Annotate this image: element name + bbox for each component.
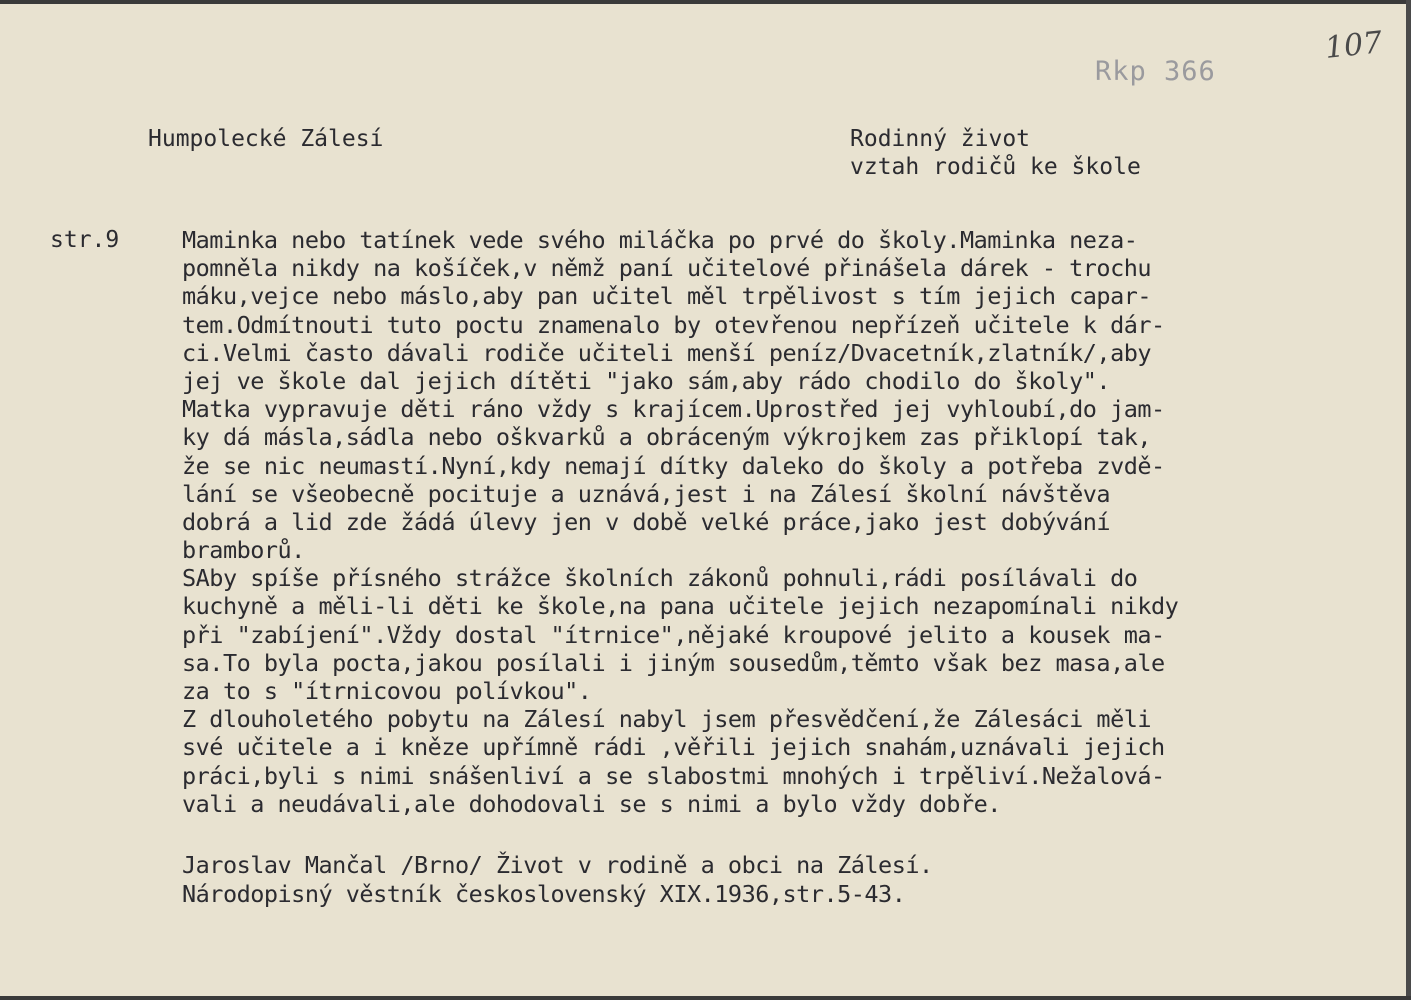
- body-line: že se nic neumastí.Nyní,kdy nemají dítky daleko do školy a potřeba zvdě-: [182, 451, 1165, 480]
- body-line: jej ve škole dal jejich dítěti "jako sám,aby rádo chodilo do školy".: [182, 366, 1111, 395]
- scan-edge-top: [0, 0, 1411, 4]
- body-line: ky dá másla,sádla nebo oškvarků a obráceným výkrojkem zas přiklopí tak,: [182, 423, 1152, 452]
- body-line: tem.Odmítnouti tuto poctu znamenalo by otevřenou nepřízeň učitele k dár-: [182, 310, 1165, 339]
- body-line: své učitele a i kněze upřímně rádi ,věřili jejich snahám,uznávali jejich: [182, 733, 1165, 762]
- body-line: lání se všeobecně pocituje a uznává,jest i na Zálesí školní návštěva: [182, 479, 1111, 508]
- body-line: dobrá a lid zde žádá úlevy jen v době velké práce,jako jest dobývání: [182, 507, 1111, 536]
- body-line: bramborů.: [182, 536, 305, 565]
- body-line: máku,vejce nebo máslo,aby pan učitel měl trpělivost s tím jejich capar-: [182, 282, 1152, 311]
- scan-edge-right: [1406, 0, 1411, 1000]
- body-line: SAby spíše přísného strážce školních zákonů pohnuli,rádi posílávali do: [182, 564, 1138, 593]
- body-line: Matka vypravuje děti ráno vždy s krajícem.Uprostřed jej vyhloubí,do jam-: [182, 395, 1165, 424]
- citation-line: Národopisný věstník československý XIX.1936,str.5-43.: [182, 880, 906, 908]
- body-line: Maminka nebo tatínek vede svého miláčka po prvé do školy.Maminka neza-: [182, 226, 1138, 254]
- source-citation: [182, 851, 933, 909]
- body-text: [182, 226, 1178, 818]
- topic-heading: [850, 126, 1141, 181]
- body-line: při "zabíjení".Vždy dostal "ítrnice",nějaké kroupové jelito a kousek ma-: [182, 620, 1165, 649]
- body-line: Z dlouholetého pobytu na Zálesí nabyl jsem přesvědčení,že Zálesáci měli: [182, 705, 1152, 734]
- topic-line: Rodinný život: [850, 126, 1031, 152]
- folio-number: 107: [1323, 25, 1384, 66]
- page-reference: str.9: [50, 227, 120, 253]
- region-heading: Humpolecké Zálesí: [148, 126, 384, 152]
- body-line: kuchyně a měli-li děti ke škole,na pana učitele jejich nezapomínali nikdy: [182, 592, 1179, 621]
- topic-line: vztah rodičů ke škole: [850, 153, 1141, 180]
- body-line: pomněla nikdy na košíček,v němž paní učitelové přinášela dárek - trochu: [182, 254, 1152, 283]
- body-line: ci.Velmi často dávali rodiče učiteli menší peníz/Dvacetník,zlatník/,aby: [182, 338, 1152, 367]
- archive-stamp: Rkp 366: [1095, 56, 1216, 87]
- body-line: vali a neudávali,ale dohodovali se s nimi a bylo vždy dobře.: [182, 789, 1001, 818]
- scan-edge-bottom: [0, 996, 1411, 1000]
- body-line: sa.To byla pocta,jakou posílali i jiným sousedům,těmto však bez masa,ale: [182, 648, 1165, 677]
- citation-line: Jaroslav Mančal /Brno/ Život v rodině a obci na Zálesí.: [182, 851, 933, 879]
- body-line: práci,byli s nimi snášenliví a se slabostmi mnohých i trpěliví.Nežalová-: [182, 761, 1165, 790]
- body-line: za to s "ítrnicovou polívkou".: [182, 677, 592, 705]
